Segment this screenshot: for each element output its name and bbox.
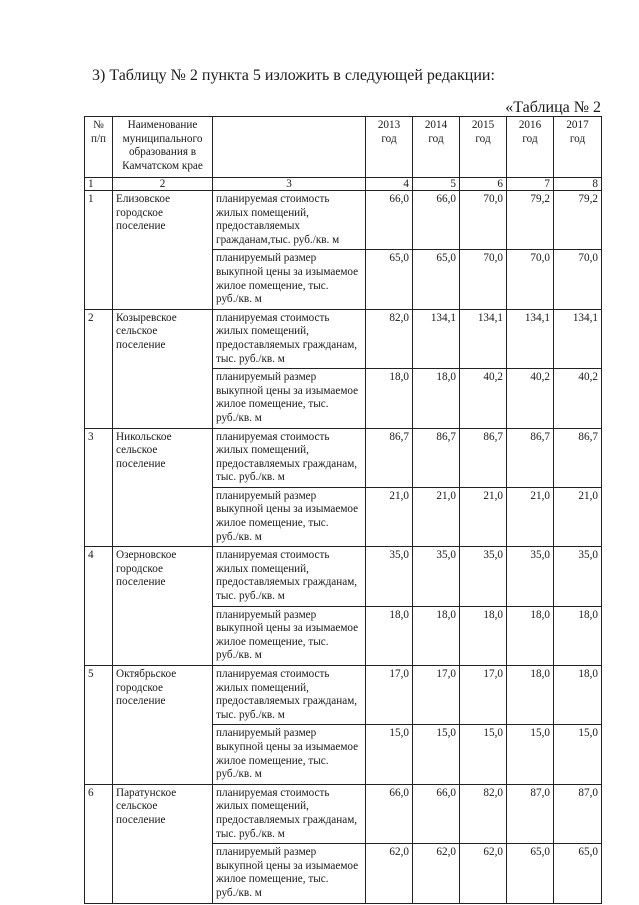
buyout-value: 18,0 — [413, 606, 460, 665]
cost-value: 86,7 — [366, 428, 413, 487]
cost-description: планируемая стоимость жилых помещений, предоставляемых гражданам,тыс. руб./кв. м — [213, 191, 366, 250]
buyout-value: 18,0 — [460, 606, 507, 665]
buyout-value: 65,0 — [554, 844, 602, 903]
column-index-3: 3 — [213, 178, 366, 191]
header-num: № п/п — [85, 117, 113, 178]
buyout-value: 15,0 — [366, 725, 413, 784]
buyout-value: 65,0 — [413, 250, 460, 309]
column-index-1: 1 — [85, 178, 113, 191]
row-number: 3 — [85, 428, 113, 547]
municipality-name: Паратунское сельское поселение — [113, 784, 213, 903]
buyout-description: планируемый размер выкупной цены за изымаемое жилое помещение, тыс. руб./кв. м — [213, 844, 366, 903]
table-row — [85, 784, 602, 843]
row-number: 6 — [85, 784, 113, 903]
column-index-4: 4 — [366, 178, 413, 191]
row-number: 1 — [85, 191, 113, 310]
document-heading: 3) Таблицу № 2 пункта 5 изложить в следующей редакции: — [92, 67, 495, 84]
column-index-8: 8 — [554, 178, 602, 191]
header-year-2014: 2014 год — [413, 117, 460, 178]
buyout-value: 18,0 — [366, 606, 413, 665]
buyout-value: 70,0 — [507, 250, 554, 309]
cost-value: 86,7 — [507, 428, 554, 487]
cost-description: планируемая стоимость жилых помещений, предоставляемых гражданам, тыс. руб./кв. м — [213, 547, 366, 606]
column-index-2: 2 — [113, 178, 213, 191]
header-name: Наименование муниципального образования в Камчатском крае — [113, 117, 213, 178]
cost-value: 134,1 — [460, 309, 507, 368]
cost-value: 86,7 — [413, 428, 460, 487]
cost-value: 66,0 — [366, 784, 413, 843]
cost-value: 35,0 — [460, 547, 507, 606]
cost-value: 66,0 — [413, 191, 460, 250]
cost-value: 87,0 — [507, 784, 554, 843]
cost-value: 35,0 — [366, 547, 413, 606]
buyout-value: 21,0 — [507, 487, 554, 546]
cost-value: 134,1 — [507, 309, 554, 368]
row-number: 4 — [85, 547, 113, 666]
buyout-value: 18,0 — [366, 369, 413, 428]
cost-value: 35,0 — [507, 547, 554, 606]
row-number: 5 — [85, 666, 113, 785]
cost-description: планируемая стоимость жилых помещений, предоставляемых гражданам, тыс. руб./кв. м — [213, 784, 366, 843]
housing-cost-table — [84, 116, 602, 904]
buyout-description: планируемый размер выкупной цены за изымаемое жилое помещение, тыс. руб./кв. м — [213, 725, 366, 784]
cost-value: 17,0 — [366, 666, 413, 725]
cost-value: 82,0 — [460, 784, 507, 843]
column-index-7: 7 — [507, 178, 554, 191]
table-header-row — [85, 117, 602, 178]
cost-description: планируемая стоимость жилых помещений, предоставляемых гражданам, тыс. руб./кв. м — [213, 428, 366, 487]
buyout-value: 21,0 — [460, 487, 507, 546]
table-row — [85, 547, 602, 606]
header-desc — [213, 117, 366, 178]
table-row — [85, 309, 602, 368]
cost-value: 18,0 — [507, 666, 554, 725]
buyout-value: 18,0 — [413, 369, 460, 428]
cost-value: 18,0 — [554, 666, 602, 725]
buyout-value: 18,0 — [554, 606, 602, 665]
cost-value: 35,0 — [413, 547, 460, 606]
buyout-value: 40,2 — [507, 369, 554, 428]
cost-value: 66,0 — [366, 191, 413, 250]
buyout-value: 62,0 — [460, 844, 507, 903]
cost-value: 86,7 — [460, 428, 507, 487]
cost-value: 66,0 — [413, 784, 460, 843]
row-number: 2 — [85, 309, 113, 428]
buyout-value: 70,0 — [554, 250, 602, 309]
buyout-value: 21,0 — [554, 487, 602, 546]
buyout-value: 40,2 — [554, 369, 602, 428]
buyout-value: 21,0 — [413, 487, 460, 546]
table-row — [85, 666, 602, 725]
buyout-value: 65,0 — [366, 250, 413, 309]
cost-value: 17,0 — [460, 666, 507, 725]
buyout-value: 21,0 — [366, 487, 413, 546]
header-year-2015: 2015 год — [460, 117, 507, 178]
cost-value: 134,1 — [554, 309, 602, 368]
municipality-name: Озерновское городское поселение — [113, 547, 213, 666]
cost-value: 79,2 — [507, 191, 554, 250]
buyout-value: 15,0 — [460, 725, 507, 784]
cost-value: 134,1 — [413, 309, 460, 368]
cost-description: планируемая стоимость жилых помещений, предоставляемых гражданам, тыс. руб./кв. м — [213, 309, 366, 368]
buyout-value: 62,0 — [413, 844, 460, 903]
buyout-value: 15,0 — [554, 725, 602, 784]
column-index-6: 6 — [460, 178, 507, 191]
buyout-value: 65,0 — [507, 844, 554, 903]
buyout-description: планируемый размер выкупной цены за изымаемое жилое помещение, тыс. руб./кв. м — [213, 250, 366, 309]
buyout-value: 40,2 — [460, 369, 507, 428]
header-year-2017: 2017 год — [554, 117, 602, 178]
cost-value: 35,0 — [554, 547, 602, 606]
header-year-2016: 2016 год — [507, 117, 554, 178]
table-caption: «Таблица № 2 — [505, 99, 601, 116]
column-index-5: 5 — [413, 178, 460, 191]
cost-value: 86,7 — [554, 428, 602, 487]
table-row — [85, 191, 602, 250]
municipality-name: Козыревское сельское поселение — [113, 309, 213, 428]
buyout-value: 15,0 — [413, 725, 460, 784]
buyout-value: 15,0 — [507, 725, 554, 784]
buyout-description: планируемый размер выкупной цены за изымаемое жилое помещение, тыс. руб./кв. м — [213, 606, 366, 665]
cost-value: 17,0 — [413, 666, 460, 725]
cost-value: 70,0 — [460, 191, 507, 250]
municipality-name: Никольское сельское поселение — [113, 428, 213, 547]
cost-description: планируемая стоимость жилых помещений, предоставляемых гражданам, тыс. руб./кв. м — [213, 666, 366, 725]
table-row — [85, 428, 602, 487]
municipality-name: Елизовское городское поселение — [113, 191, 213, 310]
header-year-2013: 2013 год — [366, 117, 413, 178]
buyout-value: 70,0 — [460, 250, 507, 309]
cost-value: 79,2 — [554, 191, 602, 250]
municipality-name: Октябрьское городское поселение — [113, 666, 213, 785]
column-index-row — [85, 178, 602, 191]
buyout-value: 62,0 — [366, 844, 413, 903]
buyout-description: планируемый размер выкупной цены за изымаемое жилое помещение, тыс. руб./кв. м — [213, 369, 366, 428]
cost-value: 82,0 — [366, 309, 413, 368]
cost-value: 87,0 — [554, 784, 602, 843]
buyout-description: планируемый размер выкупной цены за изымаемое жилое помещение, тыс. руб./кв. м — [213, 487, 366, 546]
buyout-value: 18,0 — [507, 606, 554, 665]
